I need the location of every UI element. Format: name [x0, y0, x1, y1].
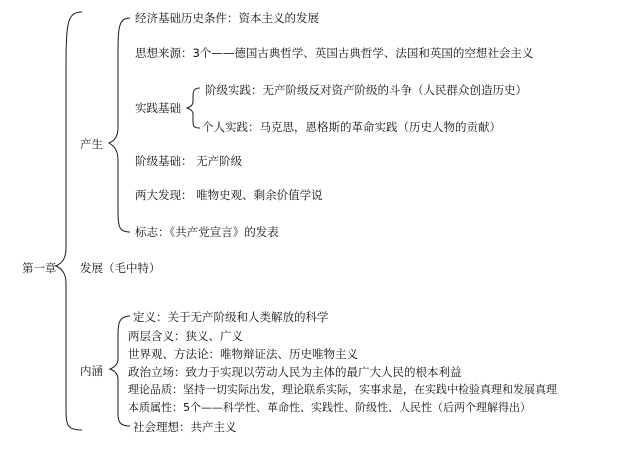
social-ideal-node: 社会理想：共产主义: [133, 420, 237, 434]
branch-fazhan-label: 发展（毛中特）: [80, 261, 161, 275]
two-meanings-node: 两层含义：狭义、广义: [128, 329, 243, 343]
root-brace: [56, 12, 82, 430]
practice-brace: [187, 88, 200, 128]
thought-source-node: 思想来源：3个——德国古典哲学、英国古典哲学、法国和英国的空想社会主义: [135, 46, 534, 60]
political-stance-node: 政治立场：致力于实现以劳动人民为主体的最广大人民的根本利益: [128, 365, 462, 379]
root-label: 第一章: [22, 261, 57, 275]
neihan-brace: [110, 316, 130, 426]
class-basis-node: 阶级基础： 无产阶级: [135, 154, 243, 168]
two-discoveries-node: 两大发现： 唯物史观、剩余价值学说: [135, 188, 323, 202]
branch-neihan-label: 内涵: [80, 364, 103, 378]
individual-practice-node: 个人实践：马克思，恩格斯的革命实践（历史人物的贡献）: [202, 120, 501, 134]
class-practice-node: 阶级实践：无产阶级反对资产阶级的斗争（人民群众创造历史）: [205, 83, 527, 97]
branch-chansheng-label: 产生: [80, 137, 103, 151]
theory-quality-node: 理论品质：坚持一切实际出发，理论联系实际，实事求是，在实践中检验真理和发展真理: [128, 383, 557, 396]
practice-basis-label: 实践基础: [135, 101, 181, 115]
symbol-node: 标志：《共产党宣言》的发表: [135, 225, 279, 239]
economic-basis-node: 经济基础历史条件：资本主义的发展: [135, 11, 319, 25]
definition-node: 定义：关于无产阶级和人类解放的科学: [133, 310, 329, 324]
chansheng-brace: [109, 18, 130, 232]
worldview-node: 世界观、方法论：唯物辩证法、历史唯物主义: [128, 347, 358, 361]
essence-node: 本质属性：5个——科学性、革命性、实践性、阶级性、人民性（后两个理解得出）: [128, 401, 531, 414]
